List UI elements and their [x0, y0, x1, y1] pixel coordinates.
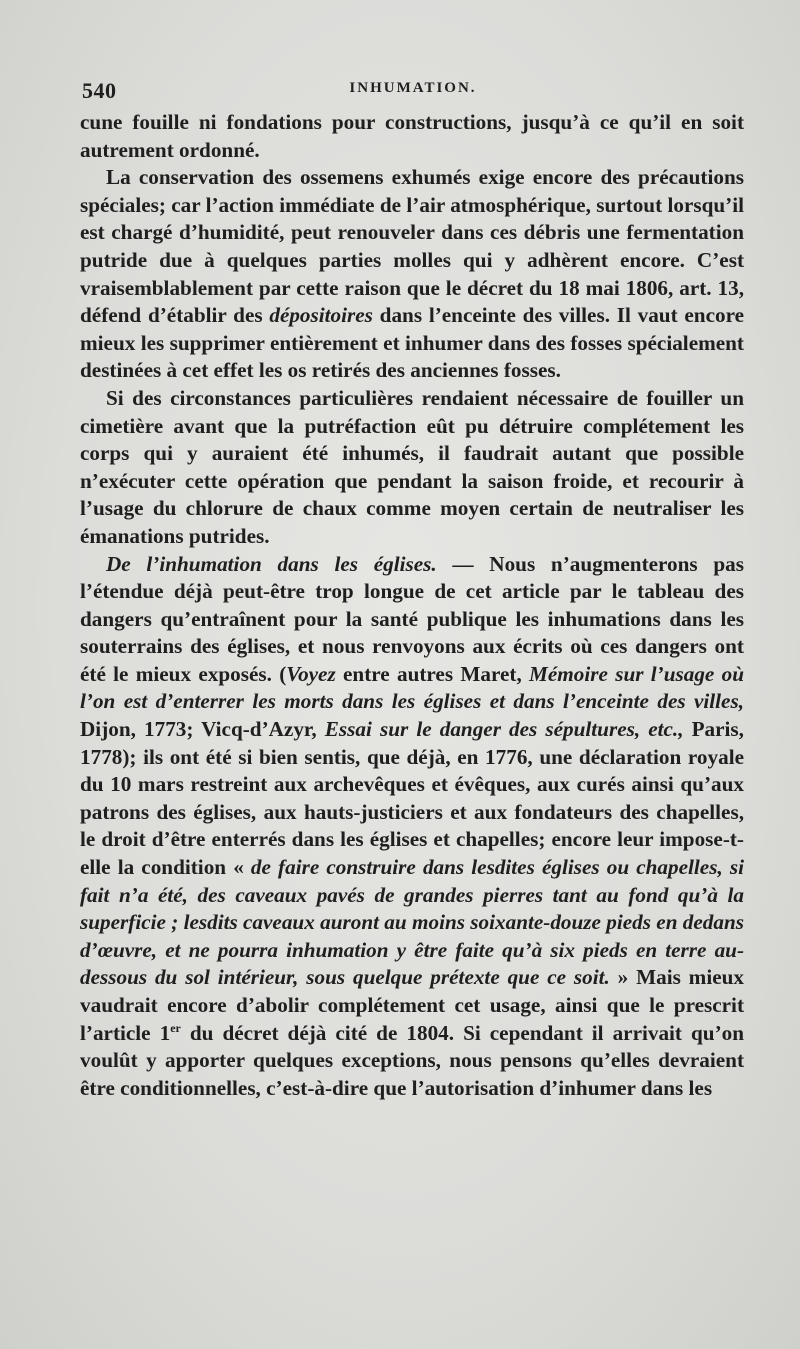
paragraph-2 — [80, 164, 744, 385]
paragraph-4-text-b: entre autres Maret, — [335, 661, 530, 686]
vicq-title-italic: Essai sur le danger des sépultures, etc., — [324, 717, 684, 742]
paragraph-4-text-a: — Nous n’augmenterons pas l’étendue déjà peut-être trop longue de cet article par le tableau des dangers qu’entraînent pour la santé publique les inhumations dans les souterrains des églises, et nous renvoyons aux écrits où ces dangers ont été le mieux exposés. ( — [80, 551, 744, 686]
paragraph-1: cune fouille ni fondations pour constructions, jusqu’à ce qu’il en soit autrement ordonné. — [80, 110, 744, 162]
paragraph-4-text-d: Paris, 1778); ils ont été si bien sentis, que déjà, en 1776, une déclaration royale du 10 mars restreint aux archevêques et évêques, aux curés ainsi qu’aux patrons des églises, aux hauts-justiciers et aux fondateurs des chapelles, le droit d’être enterrés dans les églises et chapelles; encore leur impose-t-elle la condition « — [80, 717, 744, 880]
voyez-italic: Voyez — [286, 661, 336, 686]
paragraph-2-text-b: dans l’enceinte des villes. Il vaut encore mieux les supprimer entièrement et inhumer dans des fosses spécialement destinées à cet effet les os retirés des anciennes fosses. — [80, 303, 744, 383]
paragraph-4 — [80, 551, 744, 1103]
paragraph-4-text-e: » Mais mieux vaudrait encore d’abolir complétement cet usage, ainsi que le prescrit l’article 1 — [80, 965, 744, 1045]
paragraph-2-text-a: La conservation des ossemens exhumés exige encore des précautions spéciales; car l’action immédiate de l’air atmosphérique, surtout lorsqu’il est chargé d’humidité, peut renouveler dans ces débris une fermentation putride due à quelques parties molles qui y adhèrent encore. C’est vraisemblablement par cette raison que le décret du 18 mai 1806, art. 13, défend d’établir des — [80, 165, 744, 328]
page-body — [80, 109, 744, 1102]
maret-title-italic: Mémoire sur l’usage où l’on est d’enterrer les morts dans les églises et dans l’enceinte des villes, — [80, 661, 745, 714]
paragraph-4-text-c: Dijon, 1773; Vicq-d’Azyr, — [80, 717, 325, 742]
superscript-er: er — [170, 1020, 181, 1035]
running-title: INHUMATION. — [349, 80, 477, 96]
page-header — [82, 78, 744, 108]
paragraph-4-text-f: du décret déjà cité de 1804. Si cependant il arrivait qu’on voulût y apporter quelques exceptions, nous pensons qu’elles devraient être conditionnelles, c’est-à-dire que l’autorisation d’inhumer dans les — [80, 1020, 745, 1100]
declaration-quote-italic: de faire construire dans lesdites églises ou chapelles, si fait n’a été, des caveaux pavés de grandes pierres tant au fond qu’à la superficie ; lesdits caveaux auront au moins soixante-douze pieds en dedans d’œuvre, et ne pourra inhumation y être faite qu’à six pieds en terre au-dessous du sol intérieur, sous quelque prétexte que ce soit. — [80, 855, 744, 990]
paragraph-3: Si des circonstances particulières rendaient nécessaire de fouiller un cimetière avant que la putréfaction eût pu détruire complétement les corps qui y auraient été inhumés, il faudrait autant que possible n’exécuter cette opération que pendant la saison froide, et recourir à l’usage du chlorure de chaux comme moyen certain de neutraliser les émanations putrides. — [80, 385, 744, 548]
section-heading-italic: De l’inhumation dans les églises. — [106, 551, 437, 576]
page-number: 540 — [82, 78, 117, 103]
paragraph-2-italic: dépositoires — [269, 303, 373, 328]
